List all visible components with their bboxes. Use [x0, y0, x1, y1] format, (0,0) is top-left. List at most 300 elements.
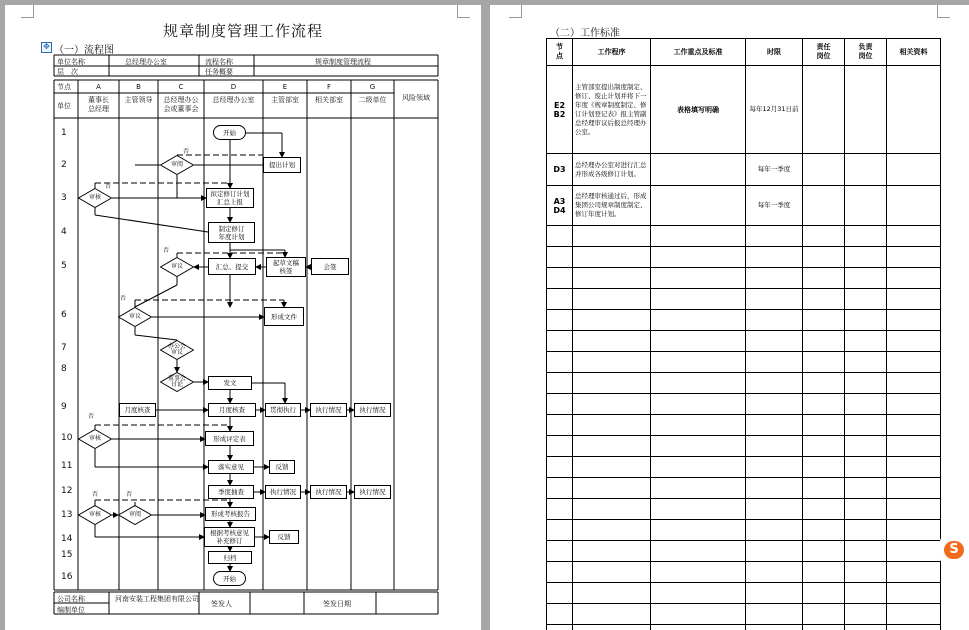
table-cell — [803, 541, 845, 562]
table-cell-standard: 表格填写明确 — [651, 66, 746, 154]
table-row — [547, 186, 941, 226]
table-cell — [573, 520, 651, 541]
row-number: 3 — [61, 193, 67, 203]
section-heading-flowchart: （一）流程图 — [54, 41, 114, 56]
row-number: 10 — [61, 433, 72, 443]
table-cell-owner — [845, 154, 887, 186]
feedback-box-2: 反馈 — [269, 530, 299, 544]
table-row — [547, 541, 941, 562]
table-cell — [803, 331, 845, 352]
table-cell — [803, 394, 845, 415]
table-cell — [547, 583, 573, 604]
process-name-value: 规章制度管理流程 — [315, 57, 371, 67]
table-cell — [803, 520, 845, 541]
board-meeting-decision — [160, 372, 194, 392]
table-row — [547, 289, 941, 310]
table-cell — [887, 352, 941, 373]
table-cell — [845, 436, 887, 457]
table-cell-owner — [845, 186, 887, 226]
table-cell — [651, 331, 746, 352]
lane-letter-e: E — [263, 83, 307, 91]
table-cell-procedure: 主管部室提出制度制定、修订、废止计划并将下一年度《规章制度制定、修订计划登记表》报主管副总经理审议后报总经理办公室。 — [573, 66, 651, 154]
table-cell — [547, 373, 573, 394]
table-cell — [746, 583, 803, 604]
table-row — [547, 268, 941, 289]
table-cell-docs — [887, 154, 941, 186]
table-cell — [573, 415, 651, 436]
review-decision-4 — [78, 505, 112, 525]
table-cell-deadline: 每年一季度 — [746, 154, 803, 186]
execution-status-f-box-2: 执行情况 — [310, 485, 347, 499]
unit-header: 单位 — [57, 101, 71, 111]
issuer-label: 签发人 — [211, 599, 232, 609]
compile-plan-box: 拟定修订计划 汇总上报 — [206, 188, 254, 208]
table-cell — [547, 478, 573, 499]
table-cell — [573, 436, 651, 457]
table-cell — [547, 520, 573, 541]
table-cell — [845, 331, 887, 352]
row-number: 15 — [61, 550, 72, 560]
row-number: 6 — [61, 310, 67, 320]
issue-document-box: 发文 — [208, 376, 252, 390]
table-cell — [547, 562, 573, 583]
row-number: 9 — [61, 402, 67, 412]
table-cell — [803, 415, 845, 436]
table-cell-node: D3 — [547, 154, 573, 186]
decision-label: 审核 — [78, 505, 112, 525]
lane-title: 二级单位 — [351, 96, 394, 105]
table-cell — [746, 289, 803, 310]
company-name-label: 公司名称 — [57, 594, 85, 604]
table-cell-procedure: 总经理办公室对进行汇总并形成各级修订计划。 — [573, 154, 651, 186]
table-cell — [651, 310, 746, 331]
row-number: 12 — [61, 486, 72, 496]
table-cell — [573, 499, 651, 520]
table-cell-deadline: 每年一季度 — [746, 186, 803, 226]
column-header: 工作程序 — [573, 39, 651, 66]
table-cell — [845, 373, 887, 394]
table-cell — [651, 268, 746, 289]
table-cell-procedure: 总经理审核通过后，形成集团公司规章制度制定、修订年度计划。 — [573, 186, 651, 226]
table-cell — [803, 583, 845, 604]
table-cell — [746, 310, 803, 331]
table-cell — [803, 562, 845, 583]
table-cell — [547, 541, 573, 562]
no-label: 否 — [120, 293, 126, 302]
table-cell-standard — [651, 186, 746, 226]
countersign-box: 会签 — [311, 258, 349, 275]
table-cell — [803, 436, 845, 457]
table-cell — [651, 373, 746, 394]
crop-mark — [937, 5, 950, 18]
table-row — [547, 625, 941, 630]
table-row — [547, 247, 941, 268]
company-name-value: 河南安装工程集团有限公司 — [115, 594, 199, 604]
table-cell — [547, 310, 573, 331]
crop-mark — [509, 5, 522, 18]
table-cell — [746, 247, 803, 268]
table-cell — [803, 457, 845, 478]
unit-name-value: 总经理办公室 — [125, 57, 167, 67]
table-row — [547, 583, 941, 604]
table-row — [547, 331, 941, 352]
table-cell — [845, 499, 887, 520]
decision-label: 审议 — [160, 257, 194, 277]
table-cell — [651, 394, 746, 415]
table-cell-owner — [845, 66, 887, 154]
decision-label: 审阅 — [160, 155, 194, 175]
compile-submit-box: 汇总、提交 — [208, 258, 256, 275]
submit-plan-box: 提出计划 — [263, 157, 301, 173]
archive-box: 归档 — [208, 551, 252, 564]
lane-title: 相关部室 — [307, 96, 351, 105]
table-cell — [887, 499, 941, 520]
table-row — [547, 310, 941, 331]
table-cell — [651, 478, 746, 499]
table-cell — [547, 331, 573, 352]
evaluation-form-box: 形成评定表 — [205, 431, 254, 446]
process-name-label: 流程名称 — [205, 57, 233, 67]
assessment-report-box: 形成考核报告 — [205, 507, 256, 521]
table-cell — [746, 268, 803, 289]
table-cell — [845, 541, 887, 562]
table-cell-resp — [803, 154, 845, 186]
decision-label: 审核 — [78, 188, 112, 208]
table-cell — [887, 457, 941, 478]
table-cell — [547, 247, 573, 268]
quarterly-check-box: 季度抽查 — [208, 485, 254, 499]
column-header: 节 点 — [547, 39, 573, 66]
table-cell — [573, 289, 651, 310]
table-row — [547, 604, 941, 625]
table-cell — [573, 247, 651, 268]
unit-name-label: 单位名称 — [57, 57, 85, 67]
row-number: 7 — [61, 343, 67, 353]
table-cell — [845, 289, 887, 310]
issue-date-label: 签发日期 — [323, 599, 351, 609]
table-cell — [573, 331, 651, 352]
table-cell — [746, 373, 803, 394]
table-header-row — [547, 39, 941, 66]
row-number: 11 — [61, 461, 72, 471]
table-cell — [887, 625, 941, 630]
risk-area-header: 风险领域 — [394, 94, 438, 103]
move-anchor-icon[interactable]: ✥ — [41, 42, 52, 53]
lane-title: 总经理办公 会或董事会 — [158, 96, 204, 114]
review-decision-1 — [160, 155, 194, 175]
implement-opinion-box: 落实意见 — [208, 460, 254, 474]
node-header: 节点 — [57, 82, 71, 92]
table-cell — [547, 499, 573, 520]
table-cell — [803, 625, 845, 630]
table-cell — [845, 310, 887, 331]
table-cell — [887, 604, 941, 625]
level-label: 层 次 — [57, 67, 78, 77]
table-cell — [887, 226, 941, 247]
table-cell — [887, 268, 941, 289]
table-cell — [746, 520, 803, 541]
table-cell — [746, 625, 803, 630]
execution-status-f-box: 执行情况 — [310, 403, 347, 417]
table-cell-standard — [651, 154, 746, 186]
table-cell — [887, 331, 941, 352]
end-terminator: 开始 — [213, 571, 246, 586]
implement-box: 贯彻执行 — [265, 403, 301, 417]
table-cell-docs — [887, 186, 941, 226]
table-cell — [887, 247, 941, 268]
table-cell — [887, 310, 941, 331]
table-cell — [845, 583, 887, 604]
table-cell — [746, 562, 803, 583]
table-cell — [573, 373, 651, 394]
table-cell — [746, 541, 803, 562]
table-cell — [746, 331, 803, 352]
no-label: 否 — [92, 489, 98, 498]
table-cell — [845, 520, 887, 541]
table-cell — [651, 415, 746, 436]
table-cell — [651, 583, 746, 604]
table-cell — [746, 436, 803, 457]
no-label: 否 — [183, 146, 189, 155]
lane-title: 主管部室 — [263, 96, 307, 105]
review-decision-5 — [118, 505, 152, 525]
table-cell — [803, 478, 845, 499]
table-cell — [573, 310, 651, 331]
sougou-ime-icon[interactable] — [940, 537, 968, 563]
table-cell — [547, 352, 573, 373]
revise-per-assessment-box: 根据考核意见 补充修订 — [204, 527, 255, 547]
left-document-page — [5, 5, 481, 630]
work-standards-table — [546, 38, 941, 630]
table-cell — [573, 478, 651, 499]
table-cell — [887, 436, 941, 457]
table-cell — [746, 457, 803, 478]
table-cell — [803, 499, 845, 520]
table-cell — [651, 436, 746, 457]
table-cell — [803, 268, 845, 289]
right-document-page — [490, 5, 969, 630]
table-row — [547, 436, 941, 457]
decision-label: 审核 — [78, 429, 112, 449]
table-cell — [573, 562, 651, 583]
execution-status-e-box: 执行情况 — [265, 485, 301, 499]
decision-label: 审议 — [118, 307, 152, 327]
table-cell — [845, 415, 887, 436]
lane-title: 董事长 总经理 — [78, 96, 119, 114]
row-number: 1 — [61, 128, 67, 138]
table-cell — [887, 415, 941, 436]
discuss-decision-1 — [160, 257, 194, 277]
table-cell — [845, 352, 887, 373]
task-summary-label: 任务概要 — [205, 67, 233, 77]
table-cell — [547, 268, 573, 289]
lane-title: 总经理办公室 — [204, 96, 263, 105]
table-cell — [746, 226, 803, 247]
table-cell — [845, 268, 887, 289]
table-cell — [887, 478, 941, 499]
table-cell — [573, 352, 651, 373]
form-document-box: 形成文件 — [264, 307, 304, 326]
table-row — [547, 226, 941, 247]
flow-line — [95, 215, 208, 232]
table-cell — [887, 373, 941, 394]
lane-letter-a: A — [78, 83, 119, 91]
table-cell — [547, 436, 573, 457]
table-row — [547, 66, 941, 154]
table-cell — [803, 226, 845, 247]
table-row — [547, 154, 941, 186]
finalize-annual-plan-box: 制定修订 年度计划 — [208, 222, 255, 243]
table-cell — [651, 226, 746, 247]
row-number: 2 — [61, 160, 67, 170]
table-cell — [573, 625, 651, 630]
table-cell — [803, 289, 845, 310]
no-label: 否 — [126, 489, 132, 498]
table-cell — [651, 457, 746, 478]
table-cell — [651, 604, 746, 625]
table-cell — [573, 604, 651, 625]
table-cell — [651, 541, 746, 562]
table-cell — [746, 604, 803, 625]
row-number: 5 — [61, 261, 67, 271]
row-number: 4 — [61, 227, 67, 237]
table-cell — [651, 247, 746, 268]
start-terminator: 开始 — [213, 125, 246, 140]
feedback-box-1: 反馈 — [269, 460, 295, 474]
table-cell — [547, 457, 573, 478]
table-cell — [845, 478, 887, 499]
table-cell — [845, 394, 887, 415]
table-row — [547, 457, 941, 478]
column-header: 工作重点及标准 — [651, 39, 746, 66]
no-label: 否 — [163, 245, 169, 254]
row-number: 14 — [61, 534, 72, 544]
column-header: 责任 岗位 — [803, 39, 845, 66]
decision-label: 办公会 审议 — [160, 340, 194, 360]
table-cell-node: E2 B2 — [547, 66, 573, 154]
decision-label: 审阅 — [118, 505, 152, 525]
table-row — [547, 415, 941, 436]
table-row — [547, 520, 941, 541]
monthly-check-d-box: 月度核查 — [208, 403, 256, 417]
table-cell — [746, 415, 803, 436]
table-cell-resp — [803, 186, 845, 226]
review-decision-2 — [78, 188, 112, 208]
table-cell — [573, 457, 651, 478]
execution-status-g-box-2: 执行情况 — [354, 485, 391, 499]
table-cell — [887, 583, 941, 604]
section-heading-standards: （二）工作标准 — [550, 24, 620, 39]
table-cell — [845, 562, 887, 583]
table-cell — [651, 625, 746, 630]
table-cell — [746, 352, 803, 373]
lane-letter-f: F — [307, 83, 351, 91]
table-cell — [573, 394, 651, 415]
prepared-by-label: 编制单位 — [57, 605, 85, 615]
table-cell — [651, 562, 746, 583]
table-cell — [887, 394, 941, 415]
table-cell — [803, 373, 845, 394]
draft-document-box: 起草文稿 核签 — [266, 257, 306, 277]
table-cell — [547, 604, 573, 625]
table-cell — [887, 541, 941, 562]
table-cell — [573, 541, 651, 562]
table-cell — [887, 520, 941, 541]
no-label: 否 — [105, 181, 111, 190]
table-cell — [746, 499, 803, 520]
table-cell — [651, 289, 746, 310]
lane-letter-c: C — [158, 83, 204, 91]
table-row — [547, 478, 941, 499]
office-meeting-decision — [160, 340, 194, 360]
table-cell — [547, 226, 573, 247]
row-number: 16 — [61, 572, 72, 582]
table-cell — [845, 247, 887, 268]
table-cell — [651, 499, 746, 520]
table-cell — [887, 289, 941, 310]
table-cell — [887, 562, 941, 583]
ime-letter: S — [944, 541, 964, 559]
table-row — [547, 373, 941, 394]
table-cell — [547, 289, 573, 310]
row-number: 13 — [61, 510, 72, 520]
table-cell — [573, 268, 651, 289]
table-cell — [547, 394, 573, 415]
table-cell — [746, 394, 803, 415]
table-cell — [746, 478, 803, 499]
table-cell-deadline: 每年12月31日前 — [746, 66, 803, 154]
table-cell-node: A3 D4 — [547, 186, 573, 226]
execution-status-g-box: 执行情况 — [354, 403, 391, 417]
table-row — [547, 352, 941, 373]
table-cell — [573, 583, 651, 604]
lane-letter-d: D — [204, 83, 263, 91]
table-row — [547, 562, 941, 583]
table-cell — [547, 625, 573, 630]
column-header: 相关资料 — [887, 39, 941, 66]
table-cell — [845, 604, 887, 625]
no-label: 否 — [88, 411, 94, 420]
table-cell — [651, 520, 746, 541]
table-cell — [845, 457, 887, 478]
table-cell — [803, 247, 845, 268]
monthly-check-b-box: 月度核查 — [119, 403, 156, 417]
flow-line — [135, 285, 177, 307]
table-cell-resp — [803, 66, 845, 154]
decision-label: 董事会 讨论 — [160, 372, 194, 392]
table-cell — [547, 415, 573, 436]
table-cell — [845, 625, 887, 630]
column-header: 时限 — [746, 39, 803, 66]
table-row — [547, 499, 941, 520]
lane-letter-g: G — [351, 83, 394, 91]
table-cell-docs — [887, 66, 941, 154]
table-cell — [651, 352, 746, 373]
lane-title: 主管领导 — [119, 96, 158, 105]
discuss-decision-2 — [118, 307, 152, 327]
table-cell — [803, 604, 845, 625]
table-cell — [573, 226, 651, 247]
column-header: 负责 岗位 — [845, 39, 887, 66]
review-decision-3 — [78, 429, 112, 449]
table-cell — [845, 226, 887, 247]
table-cell — [803, 310, 845, 331]
table-row — [547, 394, 941, 415]
page-title: 规章制度管理工作流程 — [5, 20, 481, 41]
lane-letter-b: B — [119, 83, 158, 91]
row-number: 8 — [61, 364, 67, 374]
table-cell — [803, 352, 845, 373]
